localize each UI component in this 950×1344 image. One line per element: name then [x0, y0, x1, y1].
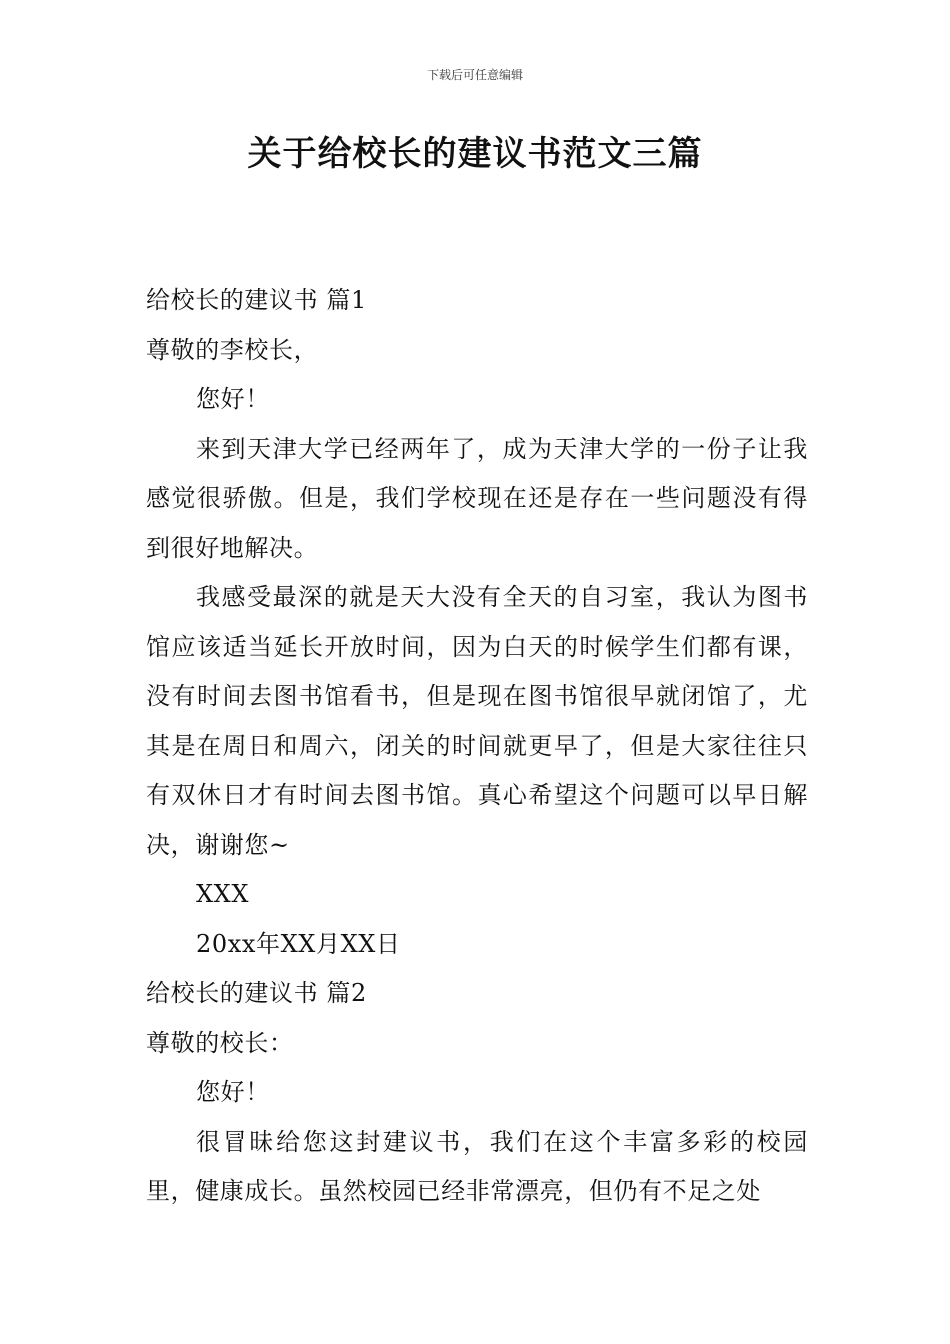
document-title: 关于给校长的建议书范文三篇: [247, 134, 703, 174]
signature-date-1: 20xx年XX月XX日: [196, 929, 401, 958]
greeting-1: 您好！: [196, 385, 270, 413]
signature-name-1: XXX: [196, 880, 250, 908]
paragraph-main-1: 我感受最深的就是天大没有全天的自习室，我认为图书馆应该适当延长开放时间，因为白天的时候学生们都有课，没有时间去图书馆看书，但是现在图书馆很早就闭馆了，尤其是在周日和周六，闭关的时间就更早了，但是大家往往只有双休日才有时间去图书馆。真心希望这个问题可以早日解决，谢谢您~: [146, 583, 808, 859]
salutation-1: 尊敬的李校长，: [146, 335, 319, 364]
document-body: [146, 276, 808, 1217]
header-note: 下载后可任意编辑: [426, 68, 523, 82]
paragraph-intro-1: 来到天津大学已经两年了，成为天津大学的一份子让我感觉很骄傲。但是，我们学校现在还是存在一些问题没有得到很好地解决。: [146, 434, 808, 562]
paragraph-intro-2: 很冒昧给您这封建议书，我们在这个丰富多彩的校园里，健康成长。虽然校园已经非常漂亮，但仍有不足之处: [146, 1127, 808, 1205]
section-heading-1: 给校长的建议书 篇1: [146, 286, 367, 314]
salutation-2: 尊敬的校长：: [146, 1028, 294, 1057]
section-heading-2: 给校长的建议书 篇2: [146, 979, 367, 1007]
greeting-2: 您好！: [196, 1078, 270, 1106]
